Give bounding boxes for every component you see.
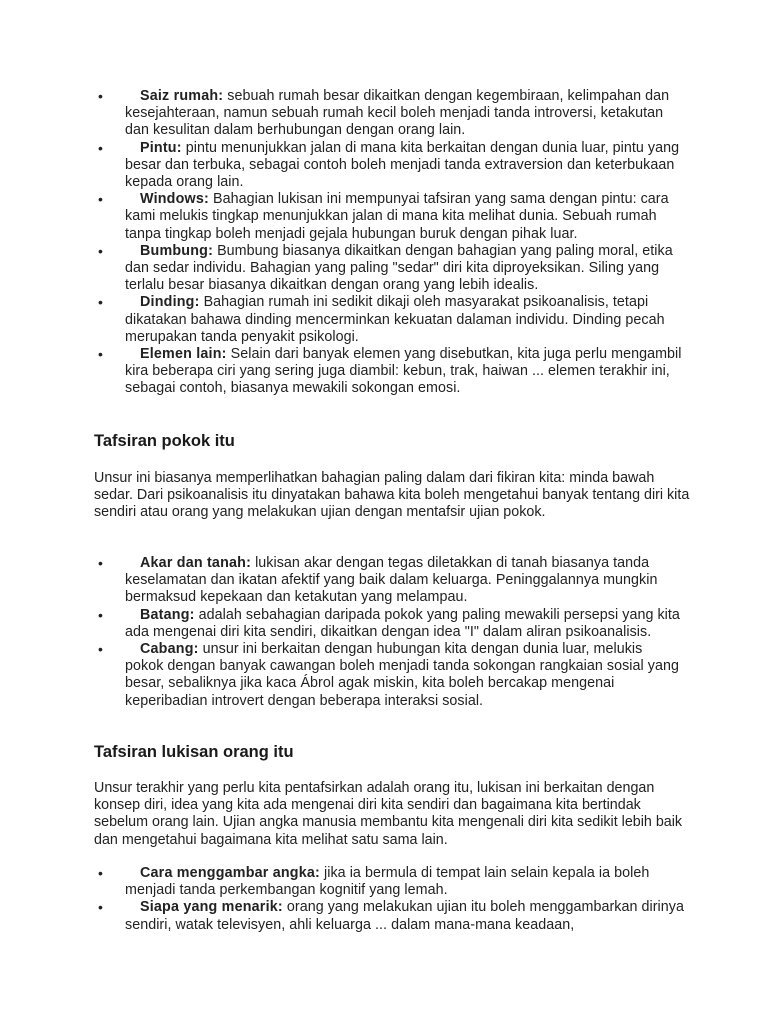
section-paragraph-tree: Unsur ini biasanya memperlihatkan bahagian paling dalam dari fikiran kita: minda bawah sedar. Dari psikoanalisis itu dinyatakan bahawa kita boleh mengetahui banyak tentang diri kita sendiri atau orang yang melakukan ujian dengan mentafsir ujian pokok.	[94, 470, 690, 521]
list-item-text: adalah sebahagian daripada pokok yang paling mewakili persepsi yang kita ada mengenai diri kita sendiri, dikaitkan dengan idea "I" dalam aliran psikoanalisis.	[125, 606, 680, 640]
bullet-icon: •	[98, 641, 103, 658]
list-item-text: orang yang melakukan ujian itu boleh menggambarkan dirinya sendiri, watak televisyen, ahli keluarga ... dalam mana-mana keadaan,	[125, 899, 684, 933]
list-item-term: Siapa yang menarik:	[140, 899, 283, 916]
list-item	[0, 641, 768, 710]
list-item-text: Selain dari banyak elemen yang disebutkan, kita juga perlu mengambil kira beberapa ciri yang sering juga diambil: kebun, trak, haiwan ... elemen terakhir ini, sebagai contoh, biasanya mewakili sokongan emosi.	[125, 346, 682, 397]
bullet-icon: •	[98, 139, 103, 156]
list-item-text: Bahagian rumah ini sedikit dikaji oleh masyarakat psikoanalisis, tetapi dikatakan bahawa dinding mencerminkan kekuatan dalaman individu. Dinding pecah merupakan tanda penyakit psikologi.	[125, 294, 665, 345]
list-item-term: Batang:	[140, 606, 195, 623]
list-item	[0, 294, 768, 346]
list-item	[0, 243, 768, 295]
list-item-text: Bumbung biasanya dikaitkan dengan bahagian yang paling moral, etika dan sedar individu. Bahagian yang paling "sedar" diri kita diproyeksikan. Siling yang terlalu besar biasanya dikaitkan dengan orang yang lebih idealis.	[125, 242, 673, 294]
list-item-text: pintu menunjukkan jalan di mana kita berkaitan dengan dunia luar, pintu yang besar dan terbuka, sebagai contoh boleh menjadi tanda extraversion dan keterbukaan kepada orang lain.	[125, 139, 680, 191]
list-item-term: Dinding:	[140, 294, 200, 311]
person-elements-list	[0, 865, 768, 934]
list-item-term: Akar dan tanah:	[140, 555, 252, 571]
list-item	[0, 607, 768, 641]
bullet-icon: •	[98, 294, 103, 311]
section-heading-person: Tafsiran lukisan orang itu	[94, 743, 294, 761]
bullet-icon: •	[98, 865, 103, 881]
bullet-icon: •	[98, 899, 103, 916]
section-heading-tree: Tafsiran pokok itu	[94, 432, 235, 450]
bullet-icon: •	[98, 346, 103, 363]
list-item-text: jika ia bermula di tempat lain selain kepala ia boleh menjadi tanda perkembangan kognitif yang lemah.	[125, 865, 650, 899]
list-item	[0, 191, 768, 243]
tree-elements-list	[0, 555, 768, 710]
list-item-text: lukisan akar dengan tegas diletakkan di tanah biasanya tanda keselamatan dan ikatan afektif yang baik dalam keluarga. Peninggalannya mungkin bermaksud kepekaan dan ketakutan yang melampau.	[125, 555, 658, 606]
list-item	[0, 88, 768, 140]
list-item-term: Elemen lain:	[140, 346, 227, 363]
list-item-term: Windows:	[140, 191, 209, 208]
list-item-text: Bahagian lukisan ini mempunyai tafsiran yang sama dengan pintu: cara kami melukis tingkap menunjukkan jalan di mana kita melihat dunia. Sebuah rumah tanpa tingkap boleh menjadi gejala hubungan buruk dengan pihak luar.	[125, 191, 669, 242]
list-item-term: Cabang:	[140, 641, 199, 658]
list-item-text: sebuah rumah besar dikaitkan dengan kegembiraan, kelimpahan dan kesejahteraan, namun sebuah rumah kecil boleh menjadi tanda introversi, ketakutan dan kesulitan dalam berhubungan dengan orang lain.	[125, 88, 670, 139]
bullet-icon: •	[98, 242, 103, 259]
bullet-icon: •	[98, 191, 103, 208]
list-item	[0, 555, 768, 607]
list-item-term: Bumbung:	[140, 242, 214, 259]
list-item-term: Cara menggambar angka:	[140, 865, 320, 881]
list-item-term: Pintu:	[140, 139, 182, 156]
bullet-icon: •	[98, 555, 103, 571]
bullet-icon: •	[98, 606, 103, 623]
list-item	[0, 899, 768, 933]
bullet-icon: •	[98, 88, 103, 104]
section-paragraph-person: Unsur terakhir yang perlu kita pentafsirkan adalah orang itu, lukisan ini berkaitan dengan konsep diri, idea yang kita ada mengenai diri kita sendiri dan bagaimana kita bertindak sebelum orang lain. Ujian angka manusia membantu kita mengenali diri kita sedikit lebih baik dan mengetahui bagaimana kita melihat satu sama lain.	[94, 780, 683, 848]
house-elements-list	[0, 88, 768, 398]
list-item	[0, 346, 768, 398]
list-item-text: unsur ini berkaitan dengan hubungan kita dengan dunia luar, melukis pokok dengan banyak cawangan boleh menjadi tanda sokongan rangkaian sosial yang besar, sebaliknya jika kaca Ábrol agak miskin, kita boleh bercakap mengenai keperibadian introvert dengan beberapa interaksi sosial.	[125, 641, 679, 709]
list-item	[0, 865, 768, 899]
list-item-term: Saiz rumah:	[140, 88, 224, 104]
list-item	[0, 140, 768, 192]
